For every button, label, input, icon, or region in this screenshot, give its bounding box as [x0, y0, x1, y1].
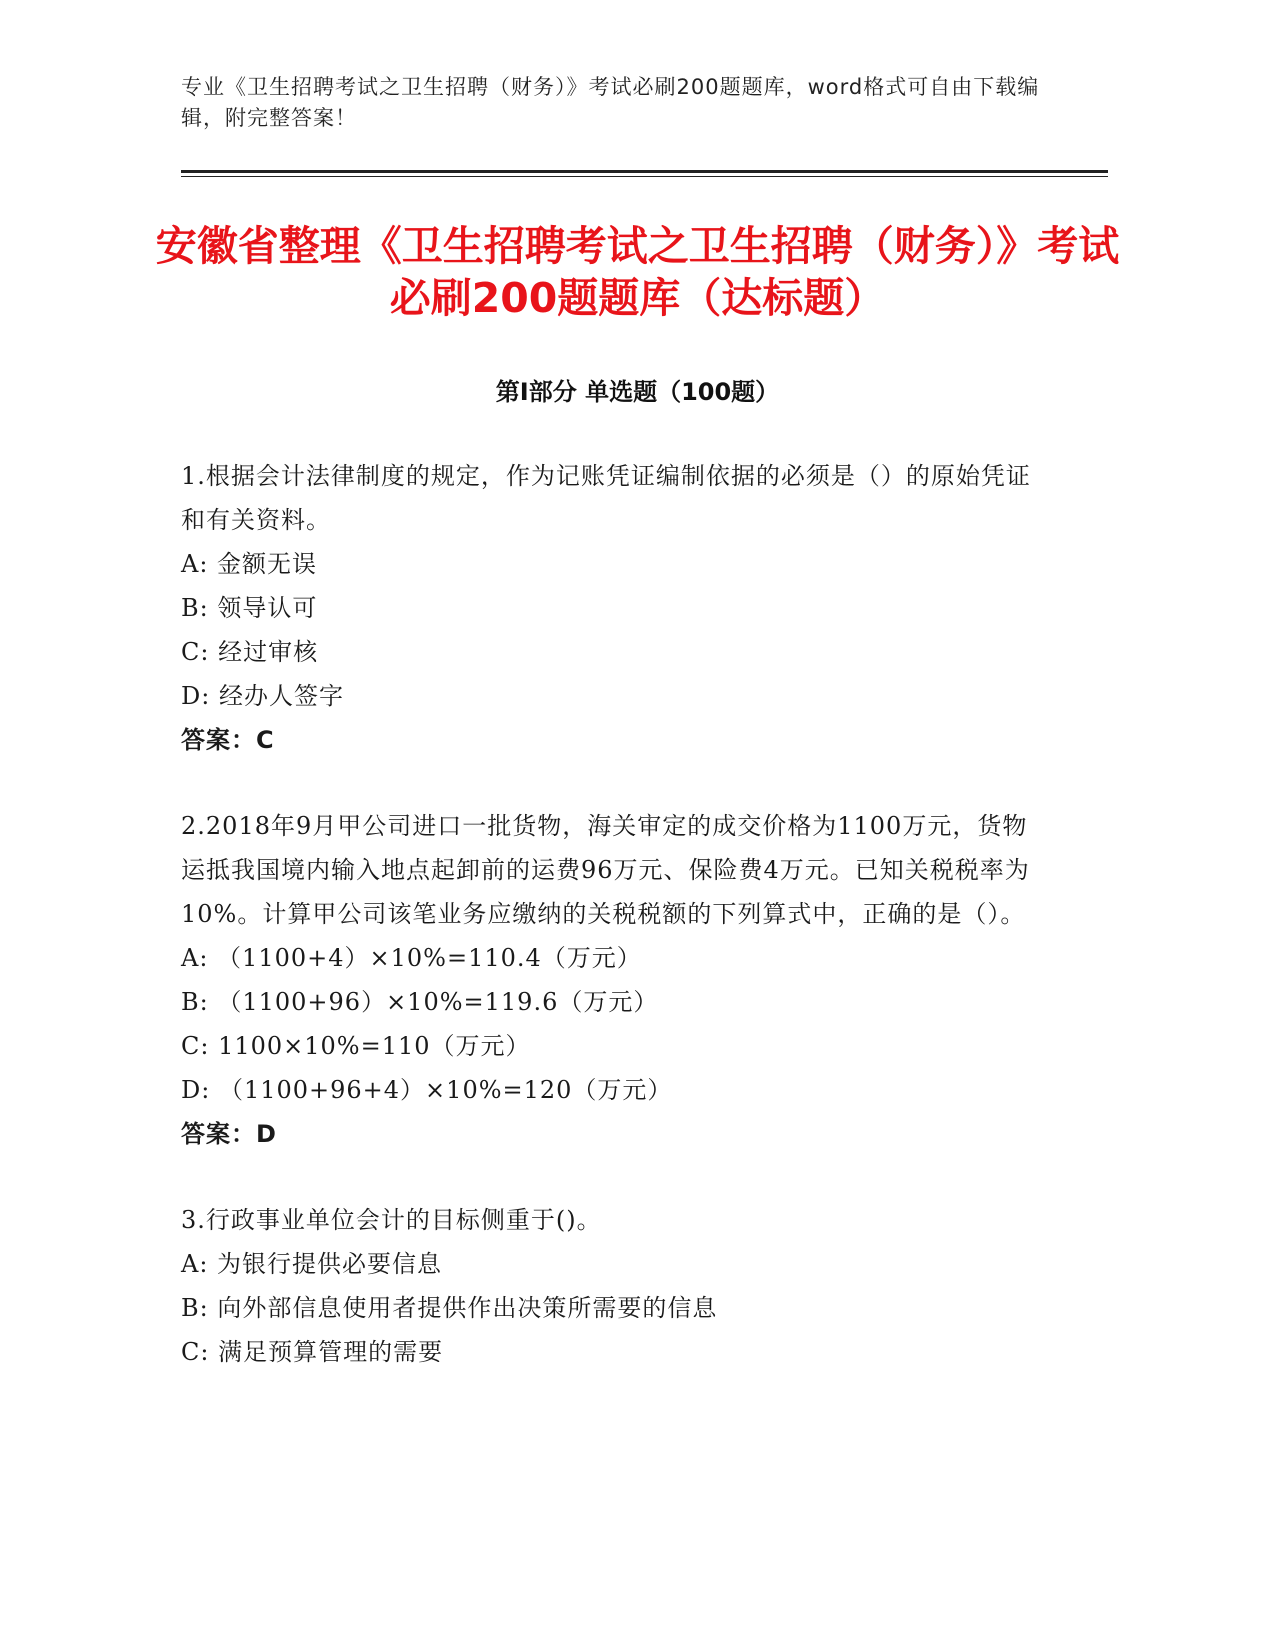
question-stem: 3.行政事业单位会计的目标侧重于()。: [181, 1206, 602, 1234]
option-b: B: 领导认可: [181, 594, 318, 622]
section-title: 第I部分 单选题（100题）: [495, 378, 780, 406]
option-c: C: 1100×10%=110（万元）: [181, 1032, 531, 1060]
option-b: B: （1100+96）×10%=119.6（万元）: [181, 988, 659, 1016]
question-1: [181, 454, 1041, 762]
question-list: [181, 454, 1041, 1416]
question-stem: 1.根据会计法律制度的规定，作为记账凭证编制依据的必须是（）的原始凭证和有关资料。: [181, 462, 1031, 534]
option-d: D: 经办人签字: [181, 682, 344, 710]
answer-label: 答案：C: [181, 726, 275, 754]
question-2: [181, 804, 1041, 1156]
document-title: 安徽省整理《卫生招聘考试之卫生招聘（财务）》考试必刷200题题库（达标题）: [155, 222, 1120, 322]
question-stem: 2.2018年9月甲公司进口一批货物，海关审定的成交价格为1100万元，货物运抵我国境内输入地点起卸前的运费96万元、保险费4万元。已知关税税率为10%。计算甲公司该笔业务应缴纳的关税税额的下列算式中，正确的是（）。: [181, 812, 1030, 928]
option-a: A: 为银行提供必要信息: [181, 1250, 443, 1278]
option-c: C: 满足预算管理的需要: [181, 1338, 444, 1366]
option-a: A: （1100+4）×10%=110.4（万元）: [181, 944, 642, 972]
header-divider-thin: [181, 176, 1108, 177]
answer-label: 答案：D: [181, 1120, 277, 1148]
option-b: B: 向外部信息使用者提供作出决策所需要的信息: [181, 1294, 718, 1322]
option-c: C: 经过审核: [181, 638, 319, 666]
option-a: A: 金额无误: [181, 550, 318, 578]
header-divider-thick: [181, 170, 1108, 173]
question-3: [181, 1198, 1041, 1374]
option-d: D: （1100+96+4）×10%=120（万元）: [181, 1076, 673, 1104]
header-note: 专业《卫生招聘考试之卫生招聘（财务）》考试必刷200题题库，word格式可自由下载编辑，附完整答案！: [181, 75, 1040, 130]
